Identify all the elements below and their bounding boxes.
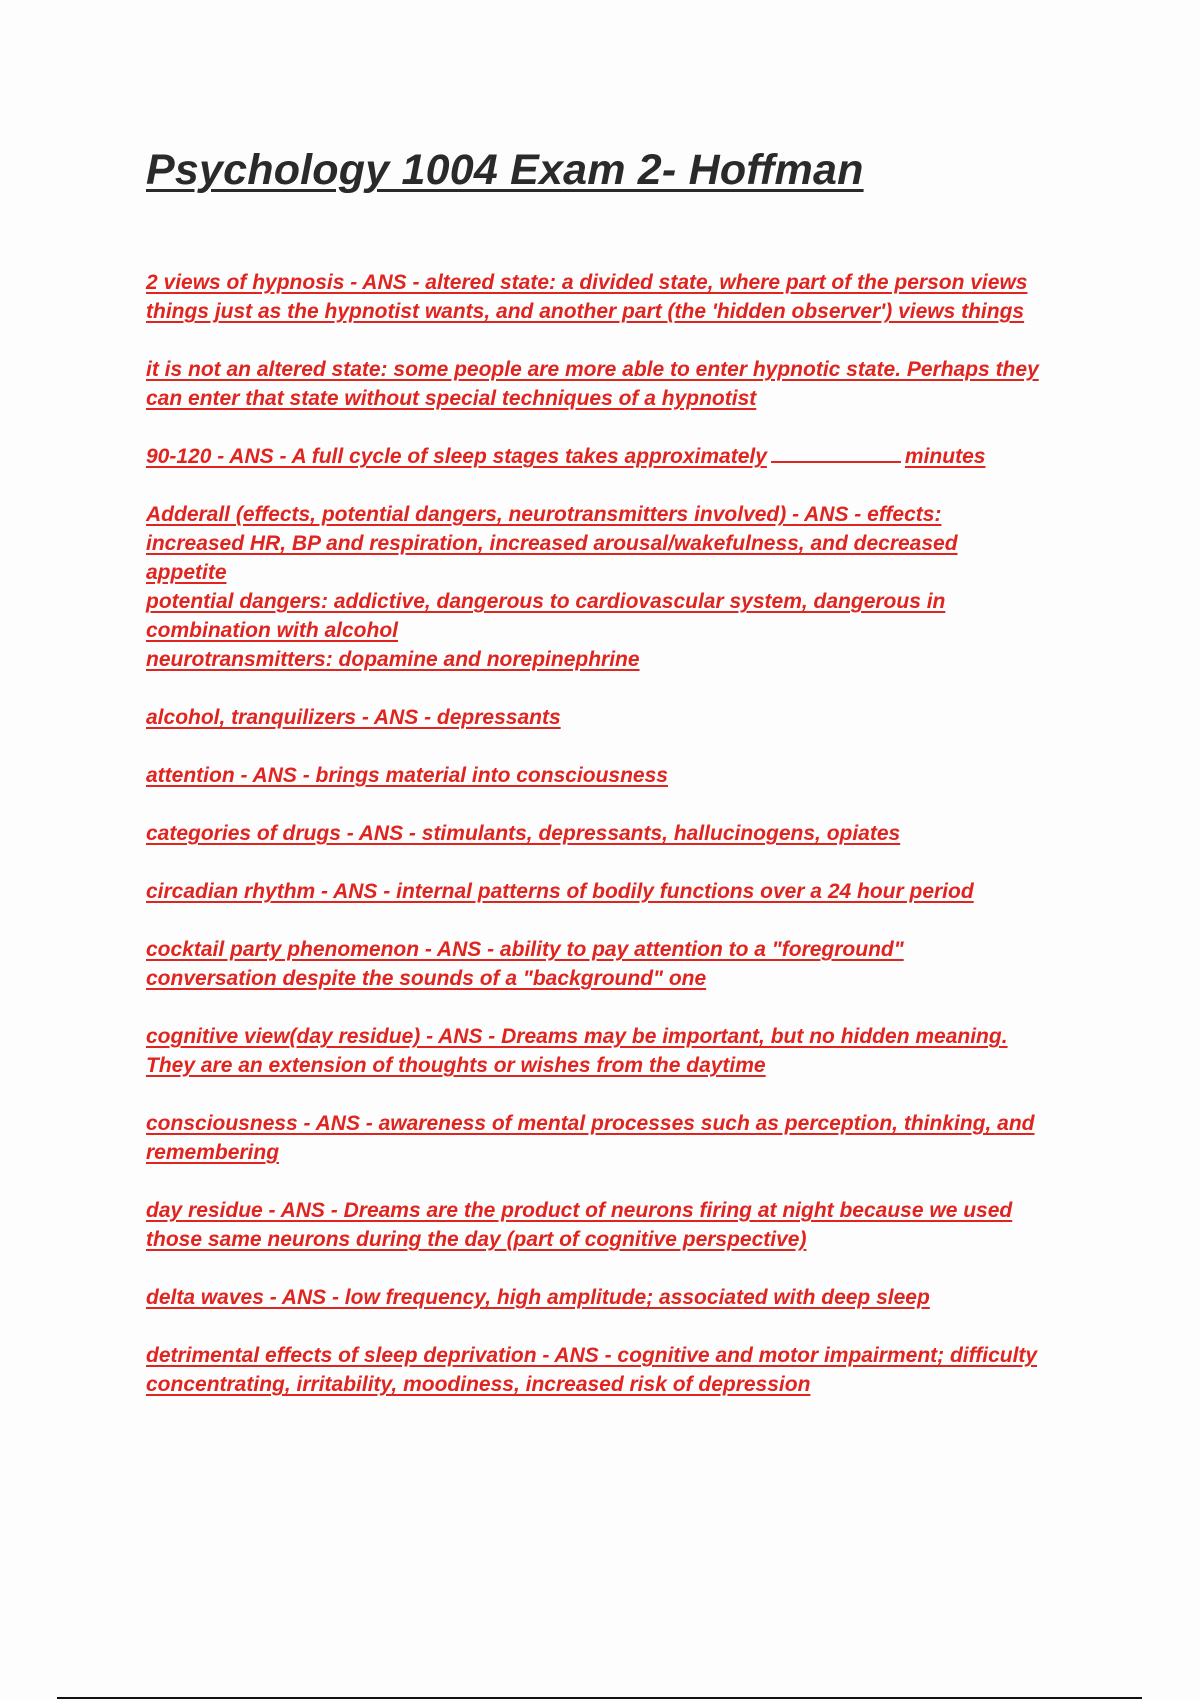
entry-circadian-rhythm xyxy=(146,877,1096,906)
entry-line: cognitive view(day residue) - ANS - Dreams may be important, but no hidden meaning. xyxy=(146,1025,1008,1048)
entry-sleep-deprivation xyxy=(146,1341,1096,1399)
entry-line: concentrating, irritability, moodiness, increased risk of depression xyxy=(146,1373,811,1396)
entry-line: consciousness - ANS - awareness of mental processes such as perception, thinking, and xyxy=(146,1112,1035,1135)
entry-not-altered-state xyxy=(146,355,1096,413)
entry-line: 2 views of hypnosis - ANS - altered state: a divided state, where part of the person views xyxy=(146,271,1028,294)
entry-line: conversation despite the sounds of a "background" one xyxy=(146,967,707,990)
fill-in-blank xyxy=(771,443,901,463)
entry-line: categories of drugs - ANS - stimulants, depressants, hallucinogens, opiates xyxy=(146,822,901,845)
entry-line: attention - ANS - brings material into consciousness xyxy=(146,764,668,787)
entry-line: Adderall (effects, potential dangers, neurotransmitters involved) - ANS - effects: xyxy=(146,503,942,526)
entry-line: They are an extension of thoughts or wishes from the daytime xyxy=(146,1054,766,1077)
entry-adderall xyxy=(146,500,1096,674)
entry-cognitive-view xyxy=(146,1022,1096,1080)
entry-line: neurotransmitters: dopamine and norepinephrine xyxy=(146,648,640,671)
entry-day-residue xyxy=(146,1196,1096,1254)
entry-line: it is not an altered state: some people are more able to enter hypnotic state. Perhaps they xyxy=(146,358,1039,381)
entry-line: combination with alcohol xyxy=(146,619,398,642)
entry-line: day residue - ANS - Dreams are the product of neurons firing at night because we used xyxy=(146,1199,1013,1222)
entry-hypnosis-views xyxy=(146,268,1096,326)
entry-line: detrimental effects of sleep deprivation - ANS - cognitive and motor impairment; difficulty xyxy=(146,1344,1038,1367)
entry-delta-waves xyxy=(146,1283,1096,1312)
entry-line: remembering xyxy=(146,1141,280,1164)
entry-line: potential dangers: addictive, dangerous to cardiovascular system, dangerous in xyxy=(146,590,946,613)
entry-line: appetite xyxy=(146,561,227,584)
entry-line: increased HR, BP and respiration, increased arousal/wakefulness, and decreased xyxy=(146,532,958,555)
entry-cocktail-party xyxy=(146,935,1096,993)
flashcard-list xyxy=(146,268,1096,1428)
entry-text-after-blank: minutes xyxy=(904,445,986,468)
entry-text-before-blank: 90-120 - ANS - A full cycle of sleep stages takes approximately xyxy=(146,445,767,468)
entry-line: cocktail party phenomenon - ANS - ability to pay attention to a "foreground" xyxy=(146,938,904,961)
entry-line: can enter that state without special techniques of a hypnotist xyxy=(146,387,757,410)
entry-consciousness xyxy=(146,1109,1096,1167)
document-title: Psychology 1004 Exam 2- Hoffman xyxy=(146,146,864,194)
entry-sleep-cycle xyxy=(146,442,1096,471)
entry-line: circadian rhythm - ANS - internal patterns of bodily functions over a 24 hour period xyxy=(146,880,974,903)
page-bottom-divider xyxy=(57,1697,1142,1699)
entry-line: alcohol, tranquilizers - ANS - depressants xyxy=(146,706,561,729)
entry-drug-categories xyxy=(146,819,1096,848)
entry-line: delta waves - ANS - low frequency, high amplitude; associated with deep sleep xyxy=(146,1286,930,1309)
entry-line: things just as the hypnotist wants, and another part (the 'hidden observer') views things xyxy=(146,300,1025,323)
entry-line: those same neurons during the day (part of cognitive perspective) xyxy=(146,1228,807,1251)
entry-attention xyxy=(146,761,1096,790)
entry-depressants xyxy=(146,703,1096,732)
